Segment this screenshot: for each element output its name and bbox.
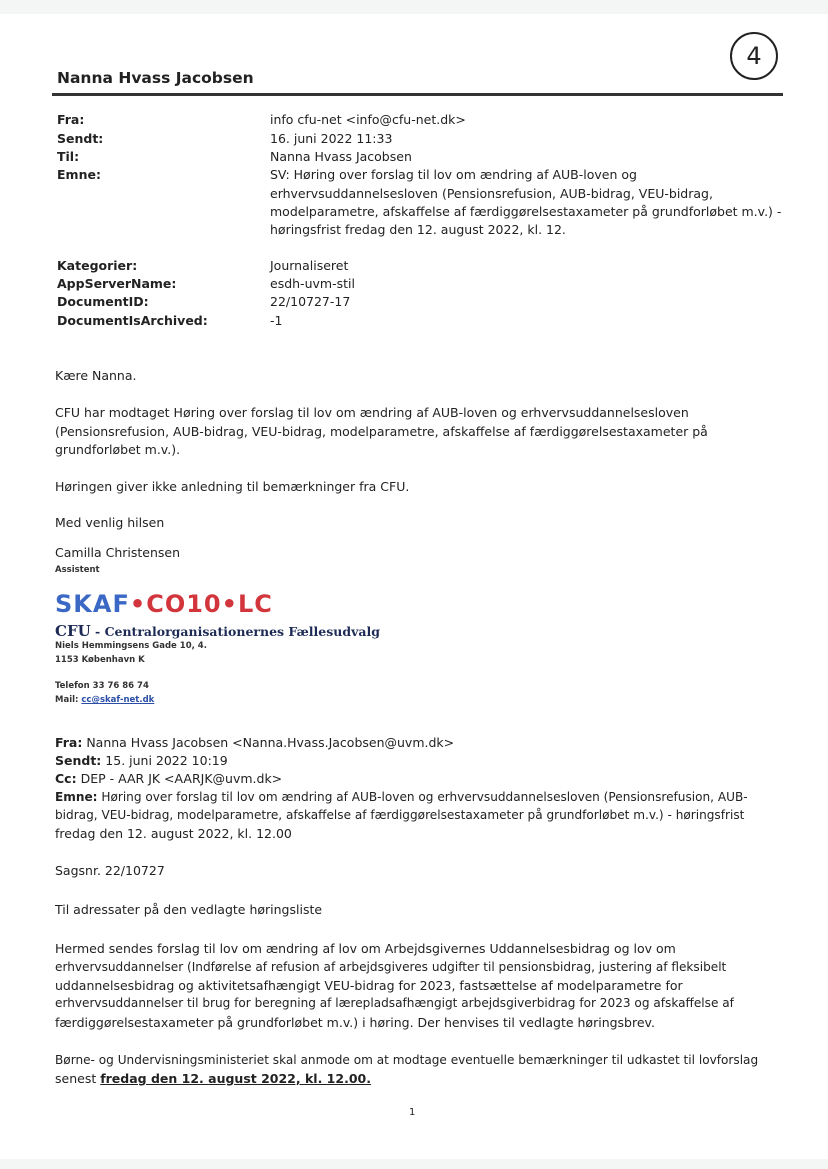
body-line: uddannelsesbidrag og aktivitetsafhængigt VEU-bidrag for 2023, fastsættelse af modelparametre for bbox=[55, 978, 683, 993]
case-number: Sagsnr. 22/10727 bbox=[55, 863, 165, 878]
body-line: erhvervsuddannelser til brug for beregning af lærepladsafhængigt arbejdsgiverbidrag for 2023 og afskaffelse af bbox=[55, 996, 734, 1010]
scan-bottom-edge bbox=[0, 1159, 828, 1169]
deadline-date: fredag den 12. august 2022, kl. 12.00. bbox=[100, 1071, 371, 1086]
greeting: Kære Nanna. bbox=[55, 368, 137, 383]
category-value: Journaliseret bbox=[270, 258, 349, 273]
body-line: erhvervsuddannelser (Indførelse af refusion af arbejdsgiveres udgifter til pensionsbidrag, justering af fleksibelt bbox=[55, 960, 727, 974]
closing: Med venlig hilsen bbox=[55, 515, 165, 530]
from-value: info cfu-net <info@cfu-net.dk> bbox=[270, 112, 466, 127]
document-id-value: 22/10727-17 bbox=[270, 294, 351, 309]
deadline-line: senest fredag den 12. august 2022, kl. 12.00. bbox=[55, 1071, 371, 1086]
signer-name: Camilla Christensen bbox=[55, 545, 181, 560]
archived-label: DocumentIsArchived: bbox=[57, 313, 208, 328]
reply-statement: Høringen giver ikke anledning til bemærkninger fra CFU. bbox=[55, 479, 410, 494]
scan-top-edge bbox=[0, 0, 828, 14]
deadline-request: Børne- og Undervisningsministeriet skal anmode om at modtage eventuelle bemærkninger til udkastet til lovforslag bbox=[55, 1053, 759, 1067]
original-subject: Emne: Høring over forslag til lov om ændring af AUB-loven og erhvervsuddannelsesloven (Pensionsrefusion, AUB- bbox=[55, 790, 748, 804]
subject-line: SV: Høring over forslag til lov om ændring af AUB-loven og bbox=[270, 167, 637, 182]
address-line: Niels Hemmingsens Gade 10, 4. bbox=[55, 641, 207, 651]
sent-label: Sendt: bbox=[57, 131, 104, 146]
subject-label: Emne: bbox=[57, 167, 101, 182]
subject-line: høringsfrist fredag den 12. august 2022, kl. 12. bbox=[270, 222, 566, 237]
subject-line: modelparametre, afskaffelse af færdiggørelsestaxameter på grundforløbet m.v.) - bbox=[270, 204, 782, 219]
body-line: Hermed sendes forslag til lov om ændring af lov om Arbejdsgivernes Uddannelsesbidrag og lov om bbox=[55, 941, 676, 956]
mailbox-owner-name: Nanna Hvass Jacobsen bbox=[57, 69, 254, 87]
original-subject-line: fredag den 12. august 2022, kl. 12.00 bbox=[55, 826, 292, 841]
original-from: Fra: Nanna Hvass Jacobsen <Nanna.Hvass.Jacobsen@uvm.dk> bbox=[55, 735, 455, 750]
sent-value: 16. juni 2022 11:33 bbox=[270, 131, 393, 146]
appserver-value: esdh-uvm-stil bbox=[270, 276, 355, 291]
to-value: Nanna Hvass Jacobsen bbox=[270, 149, 412, 164]
category-label: Kategorier: bbox=[57, 258, 138, 273]
from-label: Fra: bbox=[57, 112, 85, 127]
body-line: færdiggørelsestaxameter på grundforløbet m.v.) i høring. Der henvises til vedlagte høringsbrev. bbox=[55, 1015, 655, 1030]
subject-line: erhvervsuddannelsesloven (Pensionsrefusion, AUB-bidrag, VEU-bidrag, bbox=[270, 186, 713, 201]
page-number: 1 bbox=[409, 1107, 416, 1118]
original-sent: Sendt: 15. juni 2022 10:19 bbox=[55, 753, 228, 768]
appserver-label: AppServerName: bbox=[57, 276, 177, 291]
addressees-line: Til adressater på den vedlagte høringsliste bbox=[55, 902, 323, 917]
handwritten-page-badge: 4 bbox=[730, 32, 778, 80]
reply-paragraph-line: (Pensionsrefusion, AUB-bidrag, VEU-bidrag, modelparametre, afskaffelse af færdiggørelsestaxameter på bbox=[55, 424, 708, 439]
to-label: Til: bbox=[57, 149, 80, 164]
document-id-label: DocumentID: bbox=[57, 294, 149, 309]
original-subject-line: bidrag, VEU-bidrag, modelparametre, afskaffelse af færdiggørelsestaxameter på grundforløbet m.v.) - høringsfrist bbox=[55, 808, 745, 822]
reply-paragraph-line: CFU har modtaget Høring over forslag til lov om ændring af AUB-loven og erhvervsuddannelsesloven bbox=[55, 405, 689, 420]
address-line: 1153 København K bbox=[55, 655, 145, 665]
organisation-logo: SKAF•CO10•LC bbox=[55, 590, 273, 618]
reply-paragraph-line: grundforløbet m.v.). bbox=[55, 442, 181, 457]
mail-line: Mail: cc@skaf-net.dk bbox=[55, 695, 155, 705]
organisation-title: CFU - Centralorganisationernes Fællesudvalg bbox=[55, 622, 380, 640]
phone-line: Telefon 33 76 86 74 bbox=[55, 681, 149, 691]
mail-link[interactable]: cc@skaf-net.dk bbox=[81, 695, 155, 705]
archived-value: -1 bbox=[270, 313, 283, 328]
signer-title: Assistent bbox=[55, 565, 100, 575]
original-cc: Cc: DEP - AAR JK <AARJK@uvm.dk> bbox=[55, 771, 283, 786]
header-divider bbox=[52, 93, 783, 96]
